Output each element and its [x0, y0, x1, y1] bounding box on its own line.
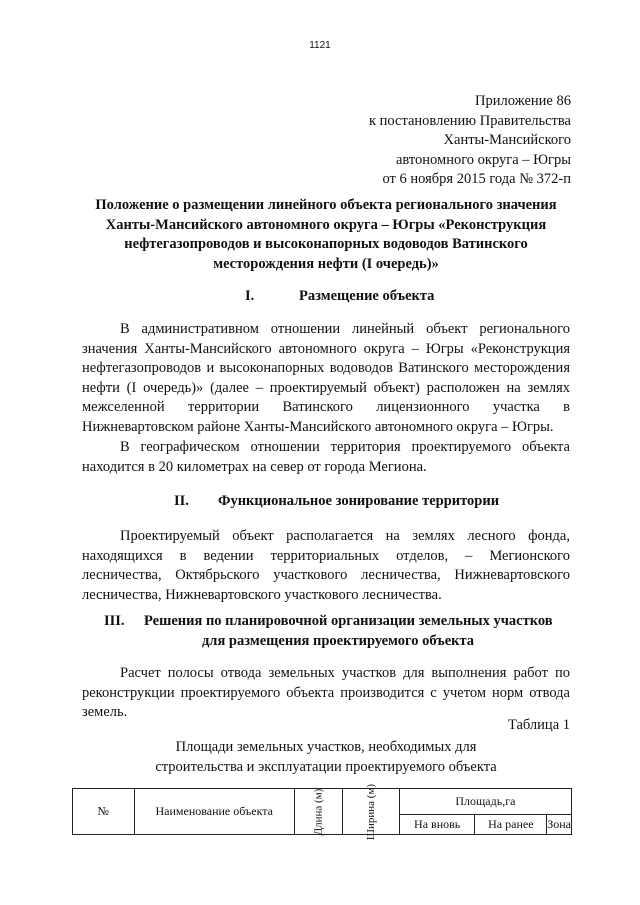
- header-width-text: Ширина (м): [364, 783, 377, 841]
- appendix-line: автономного округа – Югры: [395, 151, 571, 168]
- section-title: Размещение объекта: [299, 288, 435, 304]
- header-name: Наименование объекта: [134, 789, 294, 835]
- section-1-paragraph: В географическом отношении территория проектируемого объекта находится в 20 километрах на север от города Мегиона.: [82, 439, 570, 475]
- header-width: [342, 783, 399, 841]
- caption-line: Площади земельных участков, необходимых для: [175, 739, 477, 755]
- header-length-text: Длина (м): [312, 788, 325, 836]
- appendix-block: [369, 92, 571, 190]
- header-length: [294, 789, 342, 835]
- section-title: для размещения проектируемого объекта: [201, 632, 475, 649]
- header-num: №: [73, 789, 135, 835]
- section-number: I.: [245, 288, 255, 304]
- section-3-paragraph: Расчет полосы отвода земельных участков для выполнения работ по реконструкции проектируемого объекта производится с учетом норм отвода земель.: [82, 665, 570, 720]
- appendix-line: Приложение 86: [475, 93, 571, 109]
- table-label: Таблица 1: [507, 717, 570, 733]
- section-number: II.: [174, 493, 189, 509]
- table-caption: [82, 738, 570, 777]
- section-2-heading: [82, 492, 570, 512]
- header-zone: Зона: [547, 815, 572, 835]
- areas-table: [72, 783, 572, 841]
- header-earlier: На ранее: [475, 815, 547, 835]
- section-1-paragraph: В административном отношении линейный объект регионального значения Ханты-Мансийского автономного округа – Югры «Реконструкция нефтегазопроводов и высоконапорных водоводов Ватинского месторождения нефти (I очередь)» (далее – проектируемый объект) расположен на землях межселенной территории Ватинского лицензионного участка в Нижневартовском районе Ханты-Мансийского автономного округа – Югры.: [82, 321, 570, 435]
- section-1-heading: [82, 287, 570, 307]
- header-area: Площадь,га: [399, 789, 571, 815]
- section-title: Решения по планировочной организации земельных участков: [144, 613, 553, 629]
- section-3-heading: [82, 612, 570, 651]
- appendix-line: Ханты-Мансийского: [443, 132, 571, 148]
- section-title: Функциональное зонирование территории: [218, 493, 500, 509]
- page-number: 1121: [309, 40, 331, 51]
- document-title: Положение о размещении линейного объекта регионального значения Ханты-Мансийского автономного округа – Югры «Реконструкция нефтегазопроводов и высоконапорных водоводов Ватинского месторождения нефти (I очередь)»: [95, 197, 557, 272]
- caption-line: строительства и эксплуатации проектируемого объекта: [155, 758, 497, 775]
- section-2-paragraph: Проектируемый объект располагается на землях лесного фонда, находящихся в ведении территориальных отделов, – Мегионского лесничества, Октябрьского участкового лесничества, Нижневартовского лесничества, Нижневартовского участкового лесничества.: [82, 528, 570, 603]
- appendix-line: к постановлению Правительства: [369, 112, 571, 129]
- appendix-line: от 6 ноября 2015 года № 372-п: [382, 171, 571, 187]
- header-new: На вновь: [399, 815, 475, 835]
- section-number: III.: [104, 613, 125, 629]
